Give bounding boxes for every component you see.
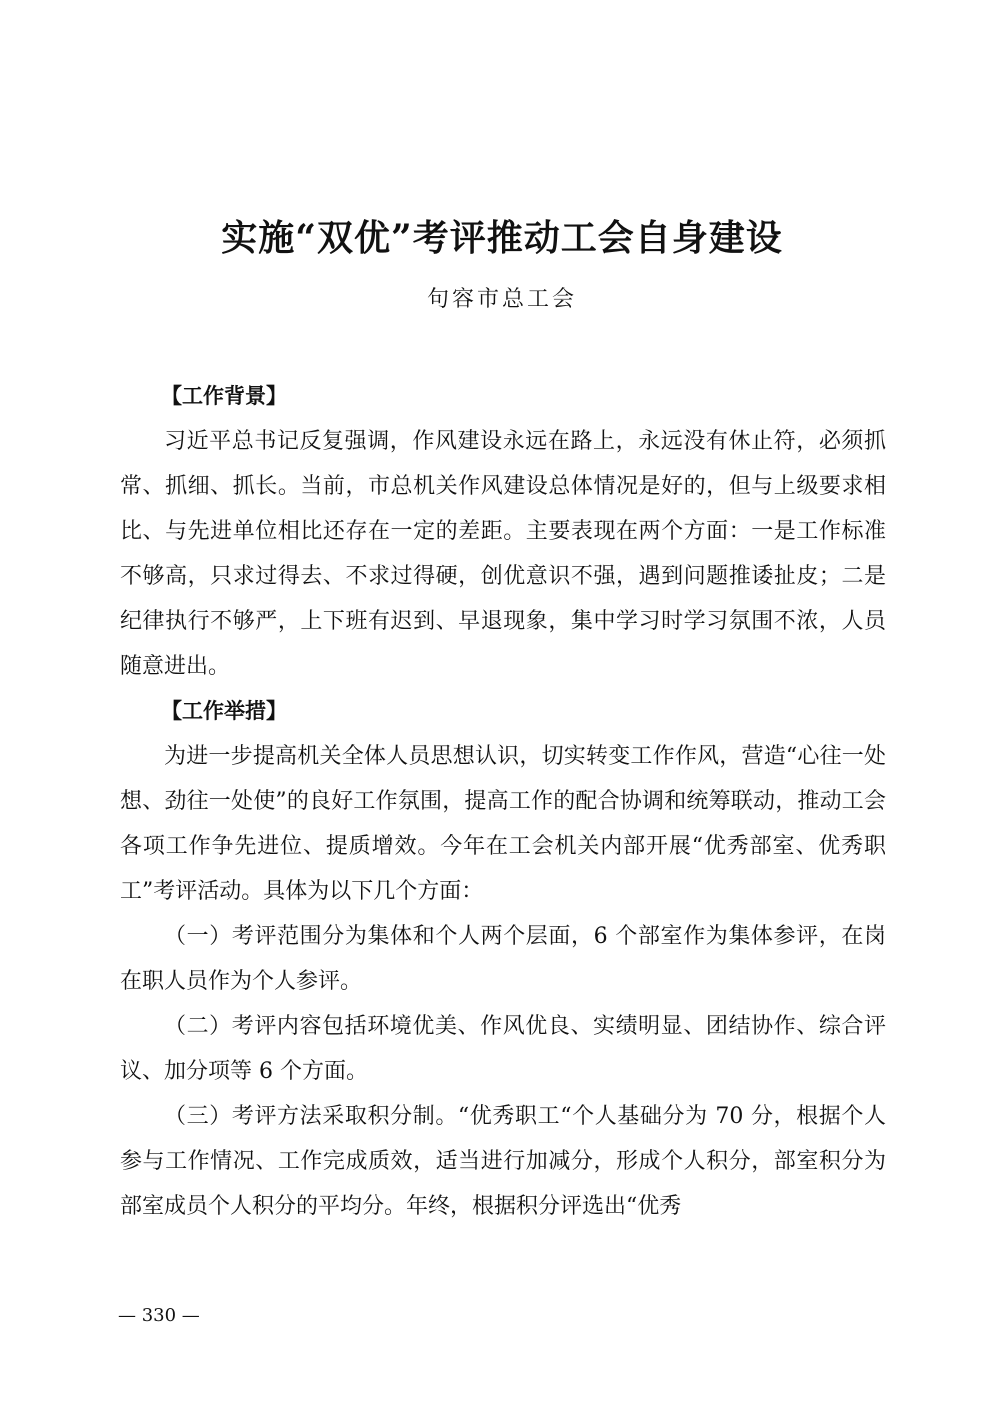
article-author: 句容市总工会 [426,287,577,312]
paragraph: （一）考评范围分为集体和个人两个层面，6 个部室作为集体参评，在岗在职人员作为个人参评。 [120,924,886,994]
article-body [120,374,886,1229]
section-measures [120,689,886,1229]
paragraph: （三）考评方法采取积分制。“优秀职工“个人基础分为 70 分，根据个人参与工作情况、工作完成质效，适当进行加减分，形成个人积分，部室积分为部室成员个人积分的平均分。年终，根据积分评选出“优秀 [120,1104,886,1219]
paragraph: 为进一步提高机关全体人员思想认识，切实转变工作作风，营造“心往一处想、劲往一处使”的良好工作氛围，提高工作的配合协调和统筹联动，推动工会各项工作争先进位、提质增效。今年在工会机关内部开展“优秀部室、优秀职工”考评活动。具体为以下几个方面： [120,744,886,904]
paragraph: 习近平总书记反复强调，作风建设永远在路上，永远没有休止符，必须抓常、抓细、抓长。当前，市总机关作风建设总体情况是好的，但与上级要求相比、与先进单位相比还存在一定的差距。主要表现在两个方面：一是工作标准不够高，只求过得去、不求过得硬，创优意识不强，遇到问题推诿扯皮；二是纪律执行不够严，上下班有迟到、早退现象，集中学习时学习氛围不浓，人员随意进出。 [120,429,886,679]
section-heading: 【工作背景】 [161,384,287,408]
section-background [120,374,886,689]
paragraph: （二）考评内容包括环境优美、作风优良、实绩明显、团结协作、综合评议、加分项等 6 个方面。 [120,1014,886,1084]
section-heading: 【工作举措】 [161,699,287,723]
article-title: 实施“双优”考评推动工会自身建设 [221,217,783,259]
page-number: — 330 — [118,1305,200,1326]
